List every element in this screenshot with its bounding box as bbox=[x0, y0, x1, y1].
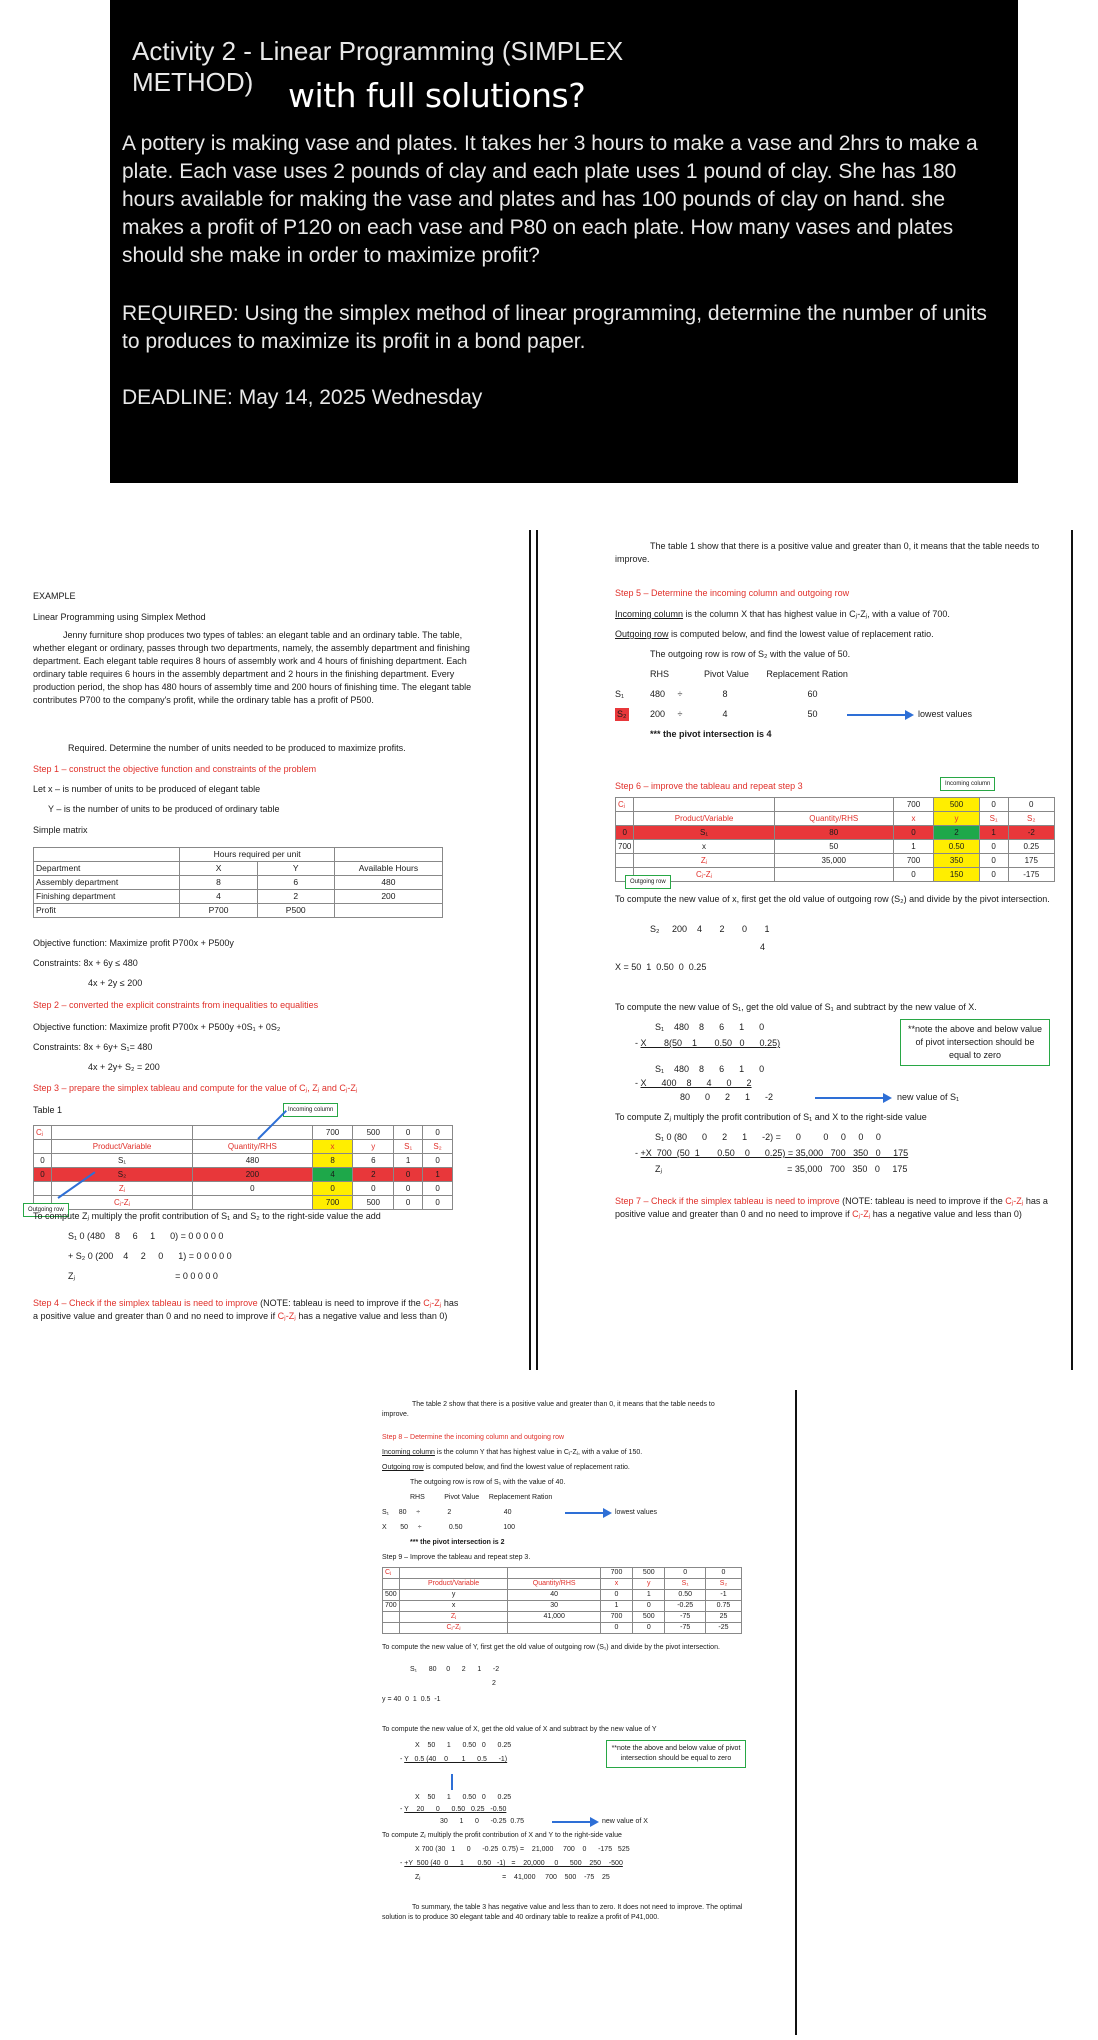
matrix-group-header: Hours required per unit bbox=[180, 848, 334, 862]
new-x-arrow-head bbox=[590, 1817, 599, 1827]
vertical-divider-right bbox=[536, 530, 538, 1370]
outgoing-row-label: Outgoing row bbox=[23, 1203, 69, 1217]
problem-statement: A pottery is making vase and plates. It takes her 3 hours to make a vase and 2hrs to make a plate. Each vase uses 2 pounds of clay and each plate uses 1 pound of clay. She has 180 hours available for making the vase and plates and has 100 pounds of clay on hand. she makes a profit of P120 on each vase and P80 on each plate. How many vases and plates should she make in order to maximize profit? bbox=[122, 132, 978, 267]
compute-s1-text: To compute the new value of S₁, get the old value of S₁ and subtract by the new value of X. bbox=[615, 1002, 977, 1012]
matrix-cell: Profit bbox=[34, 904, 180, 918]
z3-row-1: X 700 (30 1 0 -0.25 0.75) = 21,000 700 0 -175 525 bbox=[415, 1846, 630, 1853]
problem-intro: Jenny furniture shop produces two types of tables: an elegant table and an ordinary table. The table, whether elegant or ordinary, passes through two departments, namely, the assembly department and finishing department. Each elegant table requires 8 hours of assembly work and 4 hours of finishing department. Each ordinary table requires 6 hours in the assembly department and 2 hours in the finishing department. Every production period, the shop has 480 hours of assembly time and 200 hours of finishing time. The elegant table contributes P700 to the company's profit, while the ordinary table has a profit of P500. bbox=[33, 630, 472, 705]
incoming-column-term: Incoming column bbox=[615, 609, 684, 619]
ratio-row-2-b: X 50 ÷ 0.50 100 bbox=[382, 1524, 516, 1531]
calc-s1: S₁ 0 (480 8 6 1 0) = 0 0 0 0 0 bbox=[68, 1231, 224, 1241]
x-row-b-value: Y 0.5 (40 0 1 0.5 -1) bbox=[404, 1756, 508, 1763]
s1-row-a: S₁ 480 8 6 1 0 bbox=[655, 1022, 765, 1032]
table-row bbox=[34, 876, 443, 890]
simple-matrix-table bbox=[33, 847, 443, 918]
matrix-cell: Finishing department bbox=[34, 890, 180, 904]
incoming-column-desc: is the column X that has highest value in Cⱼ-Zⱼ, with a value of 700. bbox=[683, 609, 950, 619]
ratio-headers: RHS Pivot Value Replacement Ration bbox=[650, 669, 848, 679]
compute-z-text: To compute Zⱼ multiply the profit contribution of S₁ and S₂ to the right-side value the add bbox=[33, 1211, 381, 1221]
step7-heading: Step 7 – Check if the simplex tableau is need to improve bbox=[615, 1196, 840, 1206]
bottom-divider bbox=[795, 1390, 797, 2035]
calc-z: Zⱼ = 0 0 0 0 0 bbox=[68, 1271, 218, 1281]
s2-division-line: S₂ 200 4 2 0 1 bbox=[650, 924, 770, 934]
pivot-note: **note the above and below value of pivot intersection should be equal to zero bbox=[900, 1019, 1050, 1066]
step4-note: (NOTE: tableau is need to improve if the Cⱼ-Zⱼ has a positive value and greater than 0 and no need to improve if Cⱼ-Zⱼ has a negative value and less than 0) bbox=[33, 1298, 459, 1321]
matrix-cell: 2 bbox=[257, 890, 334, 904]
table1-conclusion: The table 1 show that there is a positive value and greater than 0, it means that the table needs to improve. bbox=[615, 541, 1040, 564]
step6-heading: Step 6 – improve the tableau and repeat step 3 bbox=[615, 781, 803, 791]
new-s1-arrow bbox=[815, 1097, 885, 1099]
objective-function-2: Objective function: Maximize profit P700x + P500y +0S₁ + 0S₂ bbox=[33, 1022, 281, 1032]
table-row bbox=[34, 890, 443, 904]
ratio-s1-label: S₁ bbox=[615, 689, 625, 699]
pivot-intersection-2: *** the pivot intersection is 2 bbox=[410, 1539, 505, 1546]
matrix-cell bbox=[334, 904, 442, 918]
compute-y-text: To compute the new value of Y, first get the old value of outgoing row (S₁) and divide by the pivot intersection. bbox=[382, 1644, 720, 1651]
x-result: X = 50 1 0.50 0 0.25 bbox=[615, 962, 707, 972]
incoming-column-label-2: Incoming column bbox=[940, 777, 995, 791]
x-row-b: - Y 0.5 (40 0 1 0.5 -1) bbox=[400, 1756, 508, 1763]
simplex-table-3: Cⱼ 700 500 0 0 Product/Variable Quantity/RHS x y S₁ S₂ 500 y 40 0 1 0.50 -1 700 x 30 1 0 -0.25 0.75 Zⱼ 41,000 700 500 -75 25 Cⱼ-Zⱼ 0 0 -75 -25 bbox=[382, 1567, 742, 1634]
step8-heading: Step 8 – Determine the incoming column and outgoing row bbox=[382, 1434, 565, 1441]
z-row-2: - +X 700 (50 1 0.50 0 0.25) = 35,000 700 350 0 175 bbox=[635, 1148, 909, 1158]
lowest-arrow-head bbox=[905, 710, 914, 720]
ratio-headers-2: RHS Pivot Value Replacement Ration bbox=[410, 1494, 553, 1501]
compute-x-text: To compute the new value of x, first get the old value of outgoing row (S₂) and divide by the pivot intersection. bbox=[615, 894, 1050, 904]
simple-matrix-label: Simple matrix bbox=[33, 825, 88, 835]
divide-by-2: 2 bbox=[492, 1680, 496, 1687]
required-text: Required. Determine the number of units needed to be produced to maximize profits. bbox=[68, 743, 406, 753]
outgoing-row-label-2: Outgoing row bbox=[625, 875, 671, 889]
outgoing-row-s1: The outgoing row is row of S₁ with the value of 40. bbox=[410, 1479, 566, 1486]
deadline: DEADLINE: May 14, 2025 Wednesday bbox=[122, 386, 483, 409]
constraint-4: 4x + 2y+ S₂ = 200 bbox=[88, 1062, 160, 1072]
s1-row-b-value: X 8(50 1 0.50 0 0.25) bbox=[640, 1038, 781, 1048]
constraint-1: Constraints: 8x + 6y ≤ 480 bbox=[33, 958, 138, 968]
let-x: Let x – is number of units to be produced of elegant table bbox=[33, 784, 261, 794]
pivot-note-2: **note the above and below value of pivot intersection should be equal to zero bbox=[606, 1740, 746, 1768]
matrix-header: Available Hours bbox=[334, 862, 442, 876]
calc-s2: + S₂ 0 (200 4 2 0 1) = 0 0 0 0 0 bbox=[68, 1251, 232, 1261]
step7-text bbox=[615, 1195, 1055, 1221]
ratio-row-2: 200 ÷ 4 50 bbox=[650, 709, 818, 719]
matrix-cell: P700 bbox=[180, 904, 257, 918]
s1-row-b: - X 8(50 1 0.50 0 0.25) bbox=[635, 1038, 781, 1048]
constraint-2: 4x + 2y ≤ 200 bbox=[88, 978, 143, 988]
bottom-solution-panel bbox=[380, 1395, 775, 2030]
new-s1-arrow-head bbox=[883, 1093, 892, 1103]
table1-label: Table 1 bbox=[33, 1105, 63, 1115]
matrix-cell: 4 bbox=[180, 890, 257, 904]
matrix-corner bbox=[34, 848, 180, 862]
vertical-divider-left bbox=[529, 530, 531, 1370]
outgoing-row-text-2 bbox=[382, 1463, 762, 1473]
x-row-e: 30 1 0 -0.25 0.75 bbox=[440, 1818, 525, 1825]
s1-row-e: 80 0 2 1 -2 bbox=[680, 1092, 774, 1102]
s1-row-c: S₁ 480 8 6 1 0 bbox=[655, 1064, 765, 1074]
activity-title: Activity 2 - Linear Programming (SIMPLEX METHOD) bbox=[132, 36, 624, 97]
outgoing-row-desc: is computed below, and find the lowest value of replacement ratio. bbox=[668, 629, 934, 639]
incoming-column-term-2: Incoming column bbox=[382, 1449, 435, 1456]
matrix-header: Department bbox=[34, 862, 180, 876]
new-x-arrow bbox=[552, 1821, 592, 1823]
step3-heading: Step 3 – prepare the simplex tableau and compute for the value of Cⱼ, Zⱼ and Cⱼ-Zⱼ bbox=[33, 1083, 358, 1093]
compute-z-text-3: To compute Zⱼ multiply the profit contribution of X and Y to the right-side value bbox=[382, 1832, 622, 1839]
required-statement: REQUIRED: Using the simplex method of linear programming, determine the number of units to produces to maximize its profit in a bond paper. bbox=[122, 302, 987, 353]
lowest-values-label: lowest values bbox=[918, 709, 973, 719]
x-row-c: X 50 1 0.50 0 0.25 bbox=[415, 1794, 512, 1801]
example-label: EXAMPLE bbox=[33, 591, 76, 601]
matrix-header: X bbox=[180, 862, 257, 876]
table-row bbox=[34, 904, 443, 918]
step2-heading: Step 2 – converted the explicit constraints from inequalities to equalities bbox=[33, 1000, 319, 1010]
incoming-column-text-2 bbox=[382, 1448, 762, 1458]
lowest-arrow-head-2 bbox=[603, 1508, 612, 1518]
lowest-values-label-2: lowest values bbox=[615, 1509, 658, 1516]
matrix-header: Y bbox=[257, 862, 334, 876]
outgoing-row-text bbox=[615, 628, 1055, 641]
step4-heading: Step 4 – Check if the simplex tableau is need to improve bbox=[33, 1298, 258, 1308]
new-x-label: new value of X bbox=[602, 1818, 648, 1825]
pivot-intersection: *** the pivot intersection is 4 bbox=[650, 729, 772, 739]
overlay-caption: with full solutions? bbox=[288, 76, 586, 115]
step4-text bbox=[33, 1297, 463, 1323]
ratio-row-1: 480 ÷ 8 60 bbox=[650, 689, 818, 699]
table2-conclusion: The table 2 show that there is a positive value and greater than 0, it means that the table needs to improve. bbox=[382, 1401, 715, 1418]
activity-banner bbox=[110, 0, 1018, 483]
x-row-a: X 50 1 0.50 0 0.25 bbox=[415, 1742, 512, 1749]
incoming-column-desc-2: is the column Y that has highest value in Cⱼ-Zⱼ, with a value of 150. bbox=[434, 1449, 643, 1456]
z-row-2-value: +X 700 (50 1 0.50 0 0.25) = 35,000 700 350 0 175 bbox=[640, 1148, 909, 1158]
left-solution-panel bbox=[28, 585, 528, 1375]
z-row-3: Zⱼ = 35,000 700 350 0 175 bbox=[655, 1164, 908, 1174]
x-row-d-value: Y 20 0 0.50 0.25 -0.50 bbox=[404, 1806, 507, 1813]
z3-row-2-value: +Y 500 (40 0 1 0.50 -1) = 20,000 0 500 250 -500 bbox=[404, 1860, 623, 1867]
compute-z-text-2: To compute Zⱼ multiply the profit contribution of S₁ and X to the right-side value bbox=[615, 1112, 927, 1122]
right-solution-panel bbox=[615, 535, 1060, 1355]
incoming-column-text bbox=[615, 608, 1055, 621]
step7-note: (NOTE: tableau is need to improve if the Cⱼ-Zⱼ has a positive value and greater than 0 and no need to improve if Cⱼ-Zⱼ has a negative value and less than 0) bbox=[615, 1196, 1048, 1219]
matrix-cell: 480 bbox=[334, 876, 442, 890]
compute-x-text-2: To compute the new value of X, get the old value of X and subtract by the new value of Y bbox=[382, 1726, 657, 1733]
s1-row-d: - X 400 8 4 0 2 bbox=[635, 1078, 752, 1088]
lowest-arrow-2 bbox=[565, 1512, 605, 1514]
y-result: y = 40 0 1 0.5 -1 bbox=[382, 1696, 441, 1703]
matrix-cell: 8 bbox=[180, 876, 257, 890]
s1-division-line: S₁ 80 0 2 1 -2 bbox=[410, 1666, 500, 1673]
method-heading: Linear Programming using Simplex Method bbox=[33, 612, 206, 622]
x-row-d: - Y 20 0 0.50 0.25 -0.50 bbox=[400, 1806, 507, 1813]
let-y: Y – is the number of units to be produced of ordinary table bbox=[48, 804, 280, 814]
outgoing-row-desc-2: is computed below, and find the lowest value of replacement ratio. bbox=[423, 1464, 630, 1471]
new-s1-label: new value of S₁ bbox=[897, 1092, 960, 1102]
simplex-table-2: Cⱼ 700 500 0 0 Product/Variable Quantity/RHS x y S₁ S₂ 0 S₁ 80 0 2 1 -2 700 x 50 1 0.50 0 0.25 Zⱼ 35,000 700 350 0 175 Cⱼ-Zⱼ 0 150 0 -175 bbox=[615, 797, 1055, 882]
summary: To summary, the table 3 has negative value and less than to zero. It does not need to improve. The optimal solution is to produce 30 elegant table and 40 ordinary table to realize a profit of P41,000. bbox=[382, 1904, 743, 1921]
vertical-divider-far-right bbox=[1071, 530, 1073, 1370]
s1-row-d-value: X 400 8 4 0 2 bbox=[640, 1078, 752, 1088]
outgoing-row-term-2: Outgoing row bbox=[382, 1464, 424, 1471]
step1-heading: Step 1 – construct the objective function and constraints of the problem bbox=[33, 764, 317, 774]
step9-heading: Step 9 – Improve the tableau and repeat step 3. bbox=[382, 1554, 531, 1561]
objective-function: Objective function: Maximize profit P700x + P500y bbox=[33, 938, 234, 948]
matrix-cell: 6 bbox=[257, 876, 334, 890]
step5-heading: Step 5 – Determine the incoming column and outgoing row bbox=[615, 588, 850, 598]
lowest-arrow bbox=[847, 714, 907, 716]
down-arrow bbox=[451, 1774, 453, 1790]
matrix-cell: 200 bbox=[334, 890, 442, 904]
matrix-cell: Assembly department bbox=[34, 876, 180, 890]
simplex-table-1: Cⱼ 700 500 0 0 Product/Variable Quantity/RHS x y S₁ S₂ 0 S₁ 480 8 6 1 0 0 S₂ 200 4 2 0 1 Zⱼ 0 0 0 0 0 Cⱼ-Zⱼ 700 500 0 0 bbox=[33, 1125, 453, 1210]
z3-row-2: - +Y 500 (40 0 1 0.50 -1) = 20,000 0 500 250 -500 bbox=[400, 1860, 623, 1867]
ratio-s2-label: S₂ bbox=[617, 709, 627, 719]
ratio-row-1-b: S₁ 80 ÷ 2 40 bbox=[382, 1509, 512, 1516]
incoming-column-label: Incoming column bbox=[283, 1103, 338, 1117]
matrix-cell: P500 bbox=[257, 904, 334, 918]
z3-row-3: Zⱼ = 41,000 700 500 -75 25 bbox=[415, 1874, 610, 1881]
constraint-3: Constraints: 8x + 6y+ S₁= 480 bbox=[33, 1042, 153, 1052]
divide-by-4: 4 bbox=[760, 942, 766, 952]
matrix-blank bbox=[334, 848, 442, 862]
outgoing-row-s2: The outgoing row is row of S₂ with the value of 50. bbox=[650, 649, 851, 659]
outgoing-row-term: Outgoing row bbox=[615, 629, 669, 639]
z-row-1: S₁ 0 (80 0 2 1 -2) = 0 0 0 0 0 bbox=[655, 1132, 881, 1142]
